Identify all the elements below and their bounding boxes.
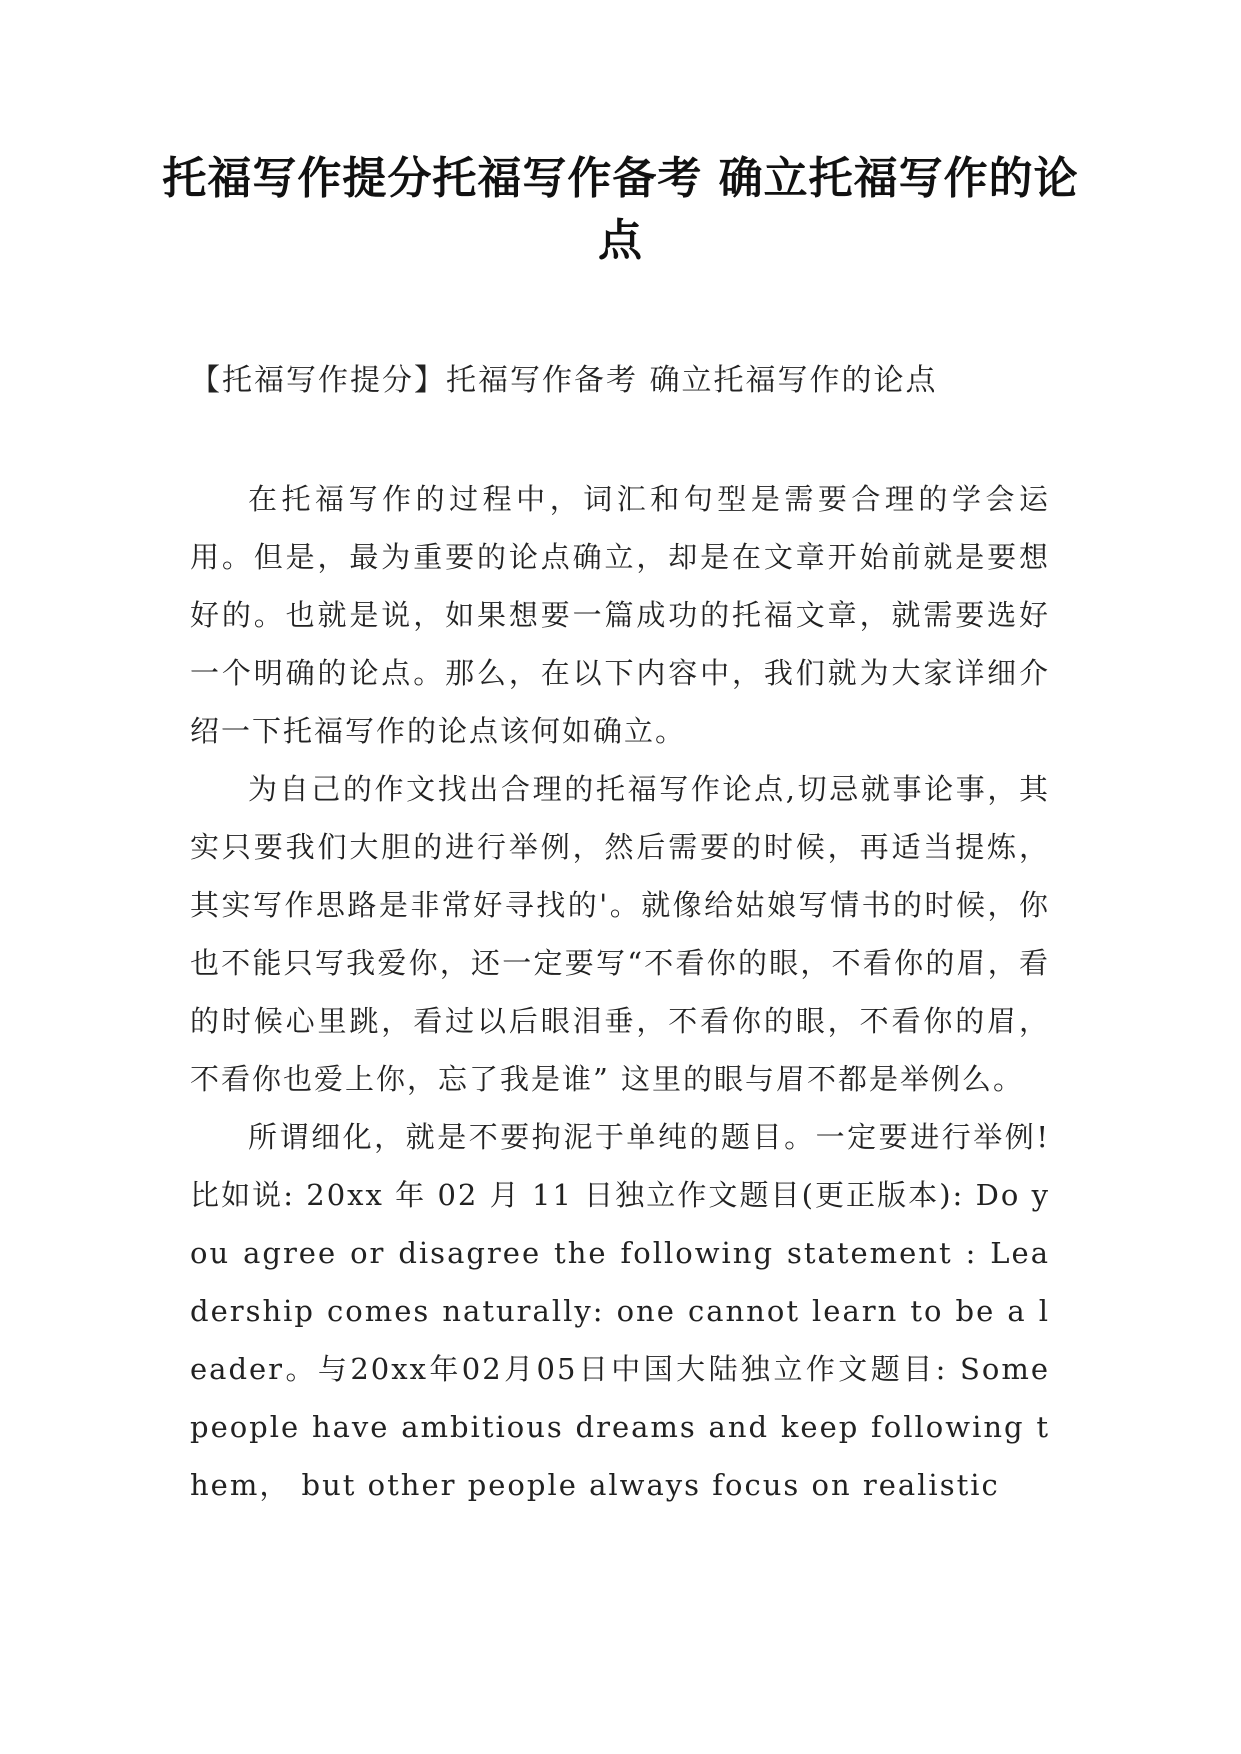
document-body [190, 470, 1050, 1514]
paragraph-intro: 在托福写作的过程中，词汇和句型是需要合理的学会运用。但是，最为重要的论点确立，却是在文章开始前就是要想好的。也就是说，如果想要一篇成功的托福文章，就需要选好一个明确的论点。那么，在以下内容中，我们就为大家详细介绍一下托福写作的论点该何如确立。 [190, 482, 1050, 748]
paragraph-examples: 为自己的作文找出合理的托福写作论点,切忌就事论事，其实只要我们大胆的进行举例，然后需要的时候，再适当提炼，其实写作思路是非常好寻找的'。就像给姑娘写情书的时候，你也不能只写我爱你，还一定要写“不看你的眼，不看你的眉，看的时候心里跳，看过以后眼泪垂，不看你的眼，不看你的眉，不看你也爱上你，忘了我是谁” 这里的眼与眉不都是举例么。 [190, 772, 1050, 1096]
paragraph-refinement: 所谓细化，就是不要拘泥于单纯的题目。一定要进行举例!比如说: 20xx 年 02 月 11 日独立作文题目(更正版本): Do you agree or disagree the following statement : Leadership comes naturally: one cannot learn to be a leader。与20xx年02月05日中国大陆独立作文题目: Some people have ambitious dreams and keep following them， but other people always focus on realistic [190, 1120, 1050, 1502]
document-title: 托福写作提分托福写作备考 确立托福写作的论点 [162, 153, 1079, 266]
document-subtitle: 【托福写作提分】托福写作备考 确立托福写作的论点 [190, 363, 938, 398]
